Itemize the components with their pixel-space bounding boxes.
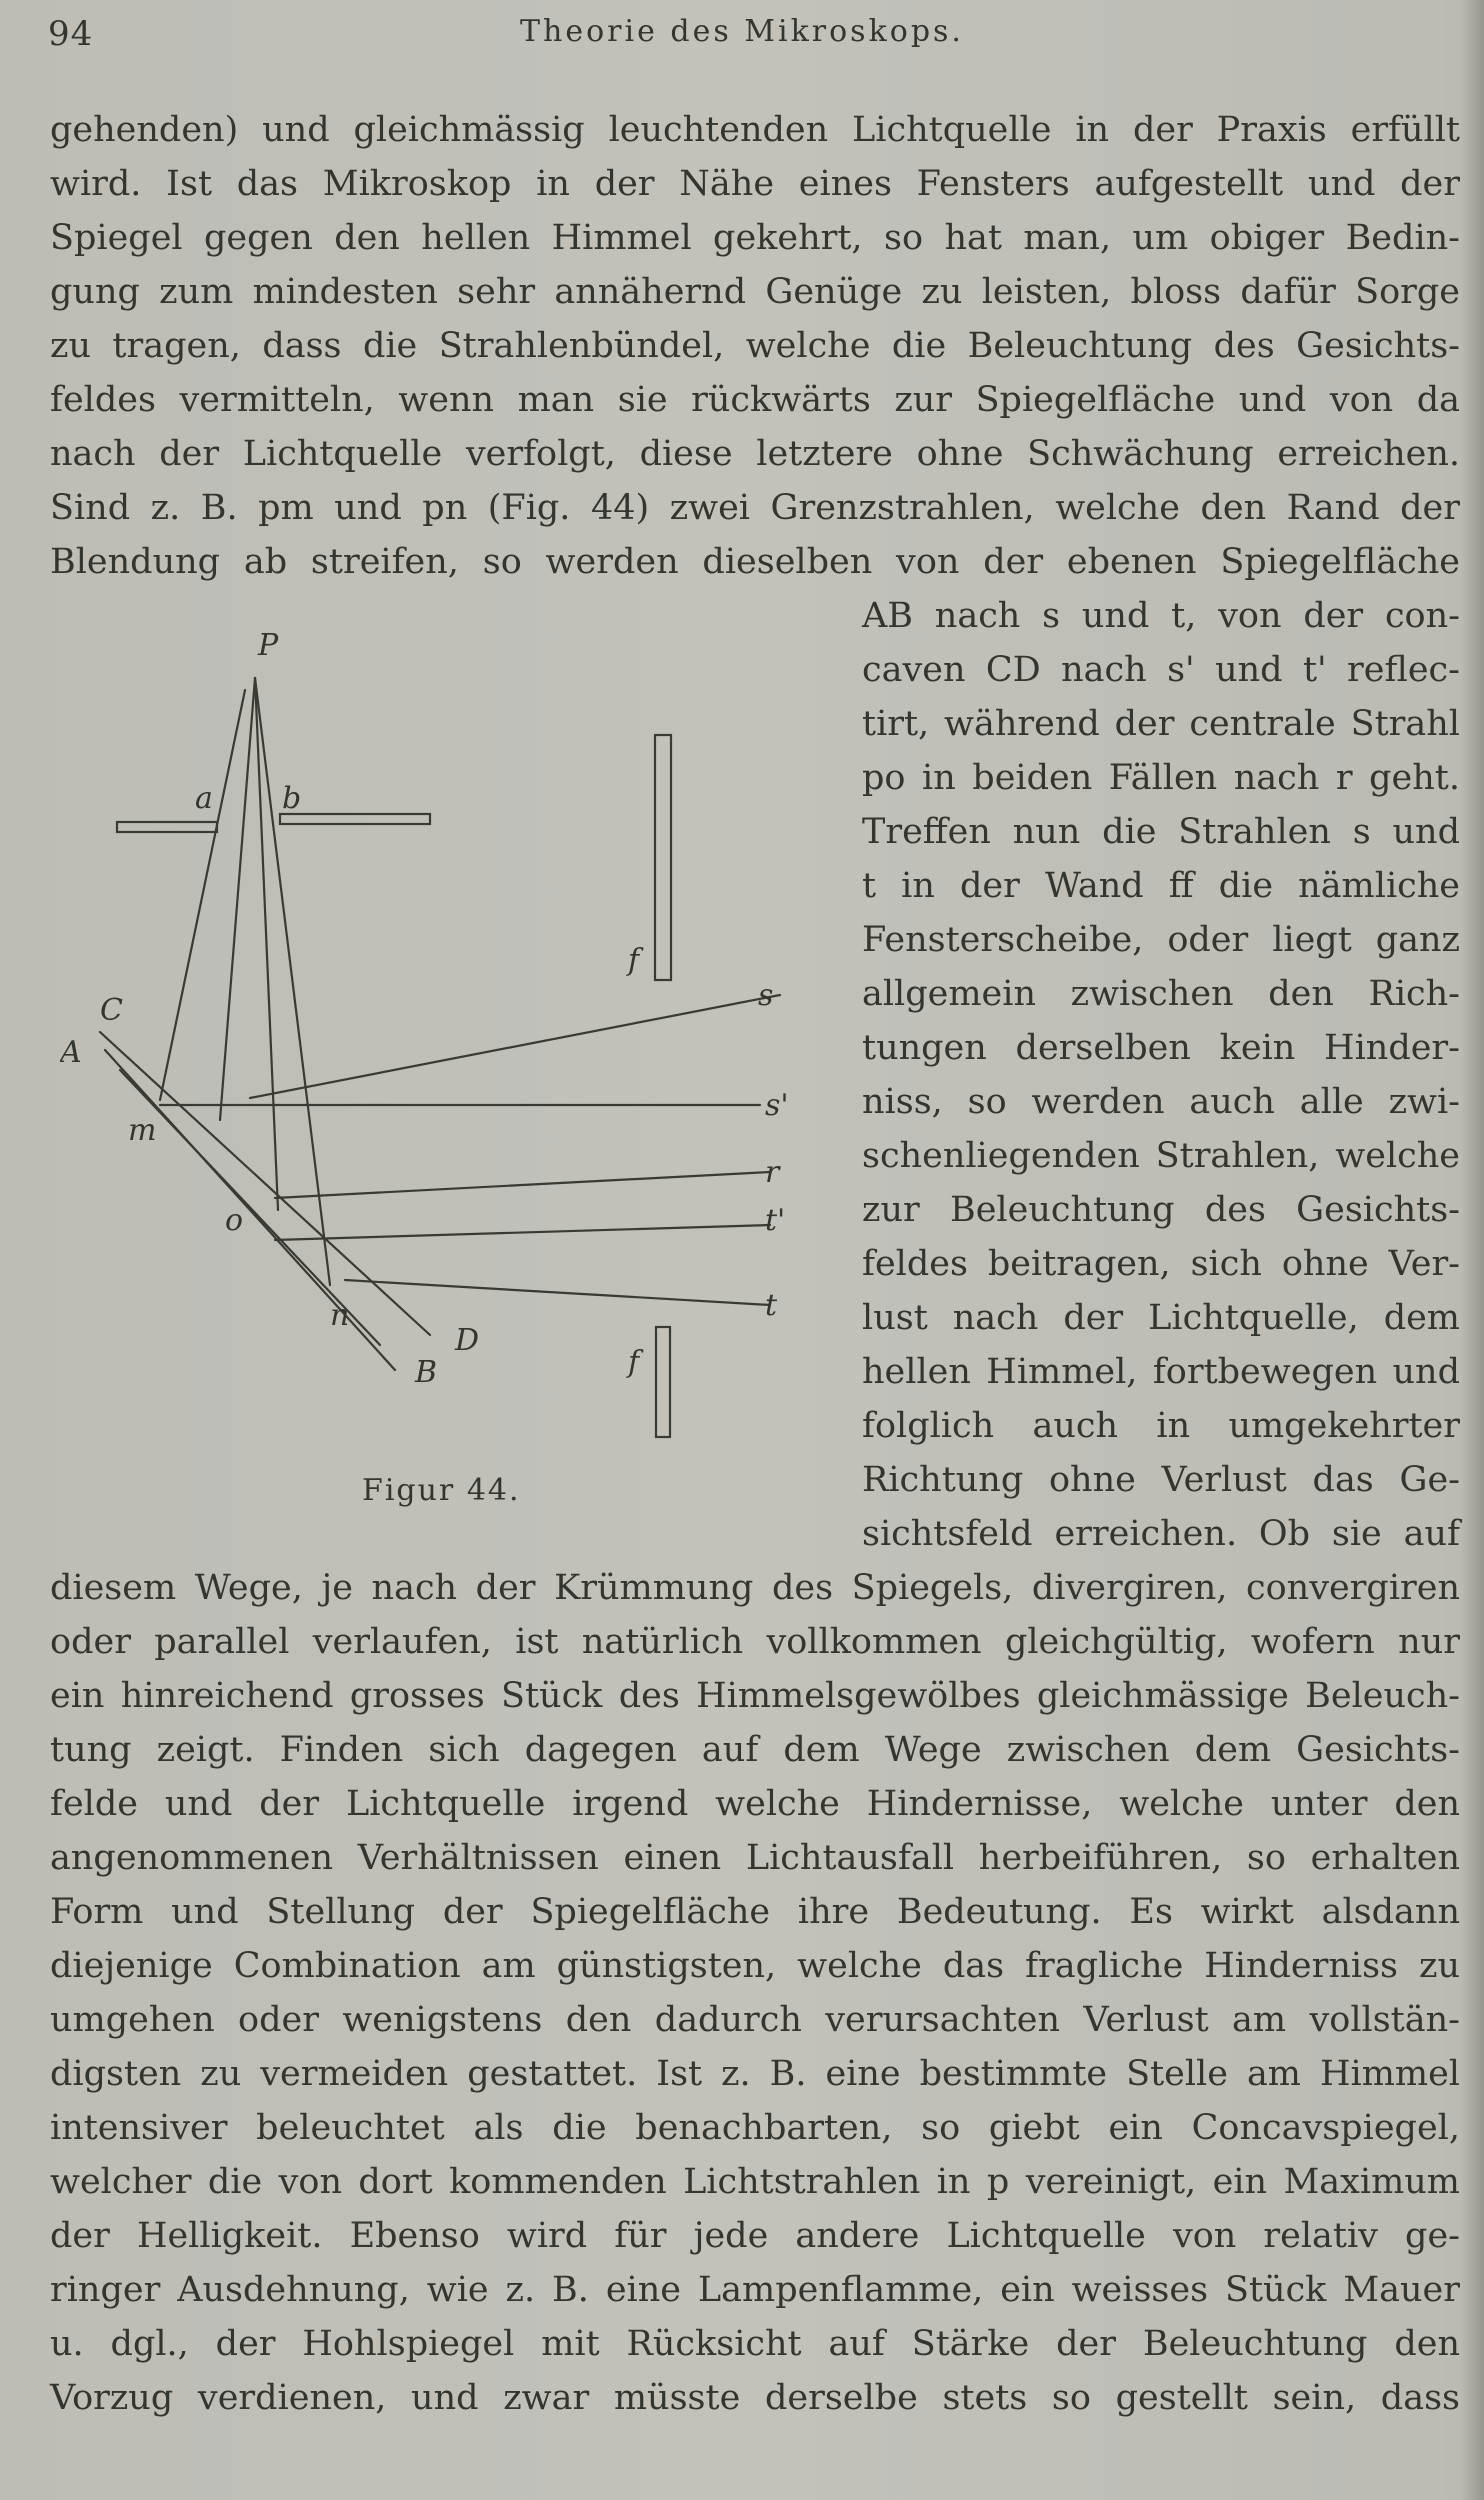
text-line: zu tragen, dass die Strahlenbündel, welche die Beleuchtung des Gesichts- xyxy=(50,326,1460,366)
running-title: Theorie des Mikroskops. xyxy=(520,14,964,49)
text-line: oder parallel verlaufen, ist natürlich vollkommen gleichgültig, wofern nur xyxy=(50,1622,1460,1662)
text-line: tung zeigt. Finden sich dagegen auf dem Wege zwischen dem Gesichts- xyxy=(50,1730,1460,1770)
text-line: Richtung ohne Verlust das Ge- xyxy=(862,1460,1460,1500)
label-n: n xyxy=(330,1298,350,1333)
text-line: schenliegenden Strahlen, welche xyxy=(862,1136,1460,1176)
ray-r xyxy=(275,1172,770,1198)
ray-pn xyxy=(255,678,330,1285)
text-line: umgehen oder wenigstens den dadurch verursachten Verlust am vollstän- xyxy=(50,2000,1460,2040)
text-line: wird. Ist das Mikroskop in der Nähe eines Fensters aufgestellt und der xyxy=(50,164,1460,204)
text-line: allgemein zwischen den Rich- xyxy=(862,974,1460,1014)
figure-caption: Figur 44. xyxy=(362,1473,521,1508)
text-line: folglich auch in umgekehrter xyxy=(862,1406,1460,1446)
text-line: nach der Lichtquelle verfolgt, diese letztere ohne Schwächung erreichen. xyxy=(50,434,1460,474)
ray-s xyxy=(250,995,780,1098)
mirror-CD xyxy=(100,1032,430,1335)
label-D: D xyxy=(455,1323,480,1358)
text-line: Fensterscheibe, oder liegt ganz xyxy=(862,920,1460,960)
diaphragm-right xyxy=(280,814,430,824)
text-line: lust nach der Lichtquelle, dem xyxy=(862,1298,1460,1338)
text-line: u. dgl., der Hohlspiegel mit Rücksicht auf Stärke der Beleuchtung den xyxy=(50,2324,1460,2364)
text-line: AB nach s und t, von der con- xyxy=(862,596,1460,636)
text-line: gung zum mindesten sehr annähernd Genüge zu leisten, bloss dafür Sorge xyxy=(50,272,1460,312)
window-frame-top xyxy=(655,735,671,980)
text-line: sichtsfeld erreichen. Ob sie auf xyxy=(862,1514,1460,1554)
text-line: intensiver beleuchtet als die benachbarten, so giebt ein Concavspiegel, xyxy=(50,2108,1460,2148)
text-line: Blendung ab streifen, so werden dieselben von der ebenen Spiegelfläche xyxy=(50,542,1460,582)
text-line: digsten zu vermeiden gestattet. Ist z. B. eine bestimmte Stelle am Himmel xyxy=(50,2054,1460,2094)
text-line: tungen derselben kein Hinder- xyxy=(862,1028,1460,1068)
page-number: 94 xyxy=(48,14,94,54)
optics-diagram xyxy=(60,600,820,1460)
label-B: B xyxy=(415,1355,438,1390)
label-t-prime: t' xyxy=(765,1203,786,1238)
page-edge-shadow xyxy=(1460,0,1484,2500)
text-line: Vorzug verdienen, und zwar müsste derselbe stets so gestellt sein, dass xyxy=(50,2378,1460,2418)
text-line: felde und der Lichtquelle irgend welche Hindernisse, welche unter den xyxy=(50,1784,1460,1824)
ray-t-prime xyxy=(275,1225,770,1240)
label-s-prime: s' xyxy=(765,1088,789,1123)
ray-left xyxy=(160,690,245,1100)
text-line: niss, so werden auch alle zwi- xyxy=(862,1082,1460,1122)
window-frame-bottom xyxy=(656,1327,670,1437)
text-line: ringer Ausdehnung, wie z. B. eine Lampenflamme, ein weisses Stück Mauer xyxy=(50,2270,1460,2310)
diaphragm-left xyxy=(117,822,217,832)
text-line: Spiegel gegen den hellen Himmel gekehrt, so hat man, um obiger Bedin- xyxy=(50,218,1460,258)
ray-po xyxy=(255,678,278,1210)
label-C: C xyxy=(100,993,123,1028)
text-line: hellen Himmel, fortbewegen und xyxy=(862,1352,1460,1392)
text-line: welcher die von dort kommenden Lichtstrahlen in p vereinigt, ein Maximum xyxy=(50,2162,1460,2202)
label-m: m xyxy=(128,1113,157,1148)
text-line: po in beiden Fällen nach r geht. xyxy=(862,758,1460,798)
text-line: zur Beleuchtung des Gesichts- xyxy=(862,1190,1460,1230)
label-s: s xyxy=(758,978,774,1013)
label-A: A xyxy=(60,1035,82,1070)
text-line: Form und Stellung der Spiegelfläche ihre Bedeutung. Es wirkt alsdann xyxy=(50,1892,1460,1932)
text-line: ein hinreichend grosses Stück des Himmelsgewölbes gleichmässige Beleuch- xyxy=(50,1676,1460,1716)
text-line: feldes vermitteln, wenn man sie rückwärts zur Spiegelfläche und von da xyxy=(50,380,1460,420)
text-line: t in der Wand ff die nämliche xyxy=(862,866,1460,906)
text-line: angenommenen Verhältnissen einen Lichtausfall herbeiführen, so erhalten xyxy=(50,1838,1460,1878)
text-line: Sind z. B. pm und pn (Fig. 44) zwei Grenzstrahlen, welche den Rand der xyxy=(50,488,1460,528)
ray-pm xyxy=(220,678,255,1120)
label-P: P xyxy=(258,628,279,663)
label-a: a xyxy=(195,781,213,816)
text-line: caven CD nach s' und t' reflec- xyxy=(862,650,1460,690)
text-line: diejenige Combination am günstigsten, welche das fragliche Hinderniss zu xyxy=(50,1946,1460,1986)
label-f-top: f xyxy=(628,943,640,978)
label-t: t xyxy=(765,1288,778,1323)
figure-44 xyxy=(60,600,820,1460)
label-r: r xyxy=(765,1155,780,1190)
text-line: der Helligkeit. Ebenso wird für jede andere Lichtquelle von relativ ge- xyxy=(50,2216,1460,2256)
text-line: Treffen nun die Strahlen s und xyxy=(862,812,1460,852)
page-header xyxy=(48,14,1436,64)
label-b: b xyxy=(282,781,302,816)
label-o: o xyxy=(225,1203,244,1238)
text-line: gehenden) und gleichmässig leuchtenden Lichtquelle in der Praxis erfüllt xyxy=(50,110,1460,150)
text-line: feldes beitragen, sich ohne Ver- xyxy=(862,1244,1460,1284)
text-line: diesem Wege, je nach der Krümmung des Spiegels, divergiren, convergiren xyxy=(50,1568,1460,1608)
label-f-bottom: f xyxy=(628,1345,640,1380)
text-line: tirt, während der centrale Strahl xyxy=(862,704,1460,744)
ray-t xyxy=(345,1280,770,1305)
